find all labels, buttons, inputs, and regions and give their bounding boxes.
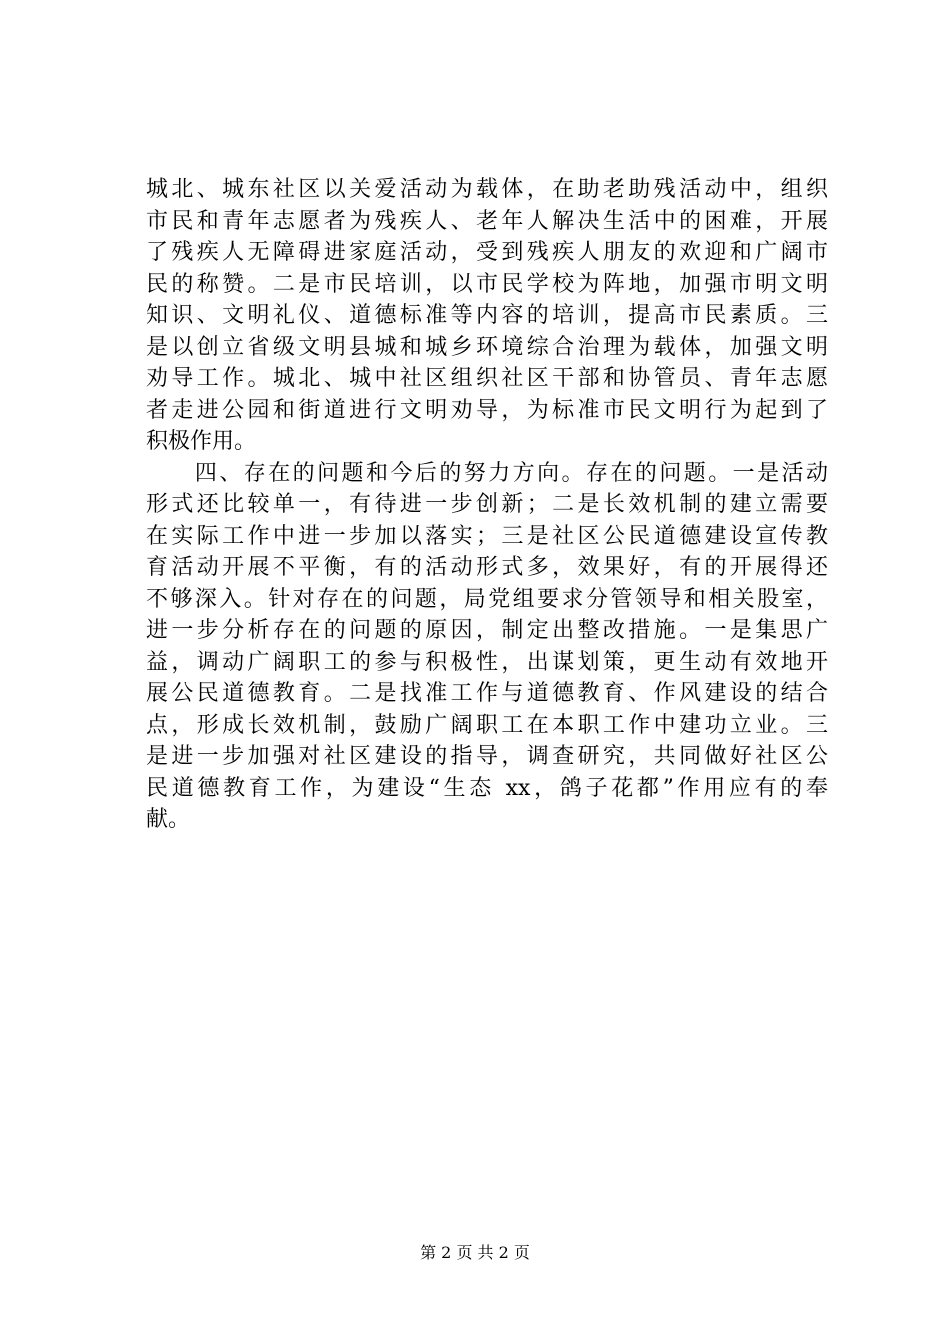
text-line: 是以创立省级文明县城和城乡环境综合治理为载体，加强文明 (146, 334, 828, 360)
paragraph-2 (146, 458, 828, 836)
text-line: 市民和青年志愿者为残疾人、老年人解决生活中的困难，开展 (146, 208, 828, 234)
text-line: 民的称赞。二是市民培训，以市民学校为阵地，加强市明文明 (146, 271, 828, 297)
text-line: 育活动开展不平衡，有的活动形式多，效果好，有的开展得还 (146, 555, 828, 580)
text-line: 益，调动广阔职工的参与积极性，出谋划策，更生动有效地开 (146, 649, 828, 675)
text-line: 者走进公园和街道进行文明劝导，为标准市民文明行为起到了 (146, 397, 828, 423)
text-line: 城北、城东社区以关爱活动为载体，在助老助残活动中，组织 (146, 177, 828, 202)
text-line: 献。 (146, 807, 191, 832)
text-line: 劝导工作。城北、城中社区组织社区干部和协管员、青年志愿 (146, 366, 828, 391)
text-line: 进一步分析存在的问题的原因，制定出整改措施。一是集思广 (146, 618, 828, 643)
text-line: 四、存在的问题和今后的努力方向。存在的问题。一是活动 (146, 460, 828, 486)
text-line: 知识、文明礼仪、道德标准等内容的培训，提高市民素质。三 (146, 303, 828, 328)
text-line: 是进一步加强对社区建设的指导，调查研究，共同做好社区公 (146, 744, 828, 769)
text-line: 积极作用。 (146, 429, 257, 454)
text-line: 展公民道德教育。二是找准工作与道德教育、作风建设的结合 (146, 681, 828, 706)
text-line: 点，形成长效机制，鼓励广阔职工在本职工作中建功立业。三 (146, 712, 828, 738)
page-number-footer: 第 2 页 共 2 页 (420, 1243, 530, 1262)
text-line: 民道德教育工作，为建设“生态 xx，鸽子花都”作用应有的奉 (146, 775, 828, 801)
paragraph-1 (146, 174, 828, 458)
text-line: 了残疾人无障碍进家庭活动，受到残疾人朋友的欢迎和广阔市 (146, 240, 828, 265)
document-body (146, 174, 828, 836)
text-line: 在实际工作中进一步加以落实；三是社区公民道德建设宣传教 (146, 523, 828, 549)
text-line: 形式还比较单一，有待进一步创新；二是长效机制的建立需要 (146, 492, 828, 517)
text-line: 不够深入。针对存在的问题，局党组要求分管领导和相关股室， (146, 586, 828, 612)
